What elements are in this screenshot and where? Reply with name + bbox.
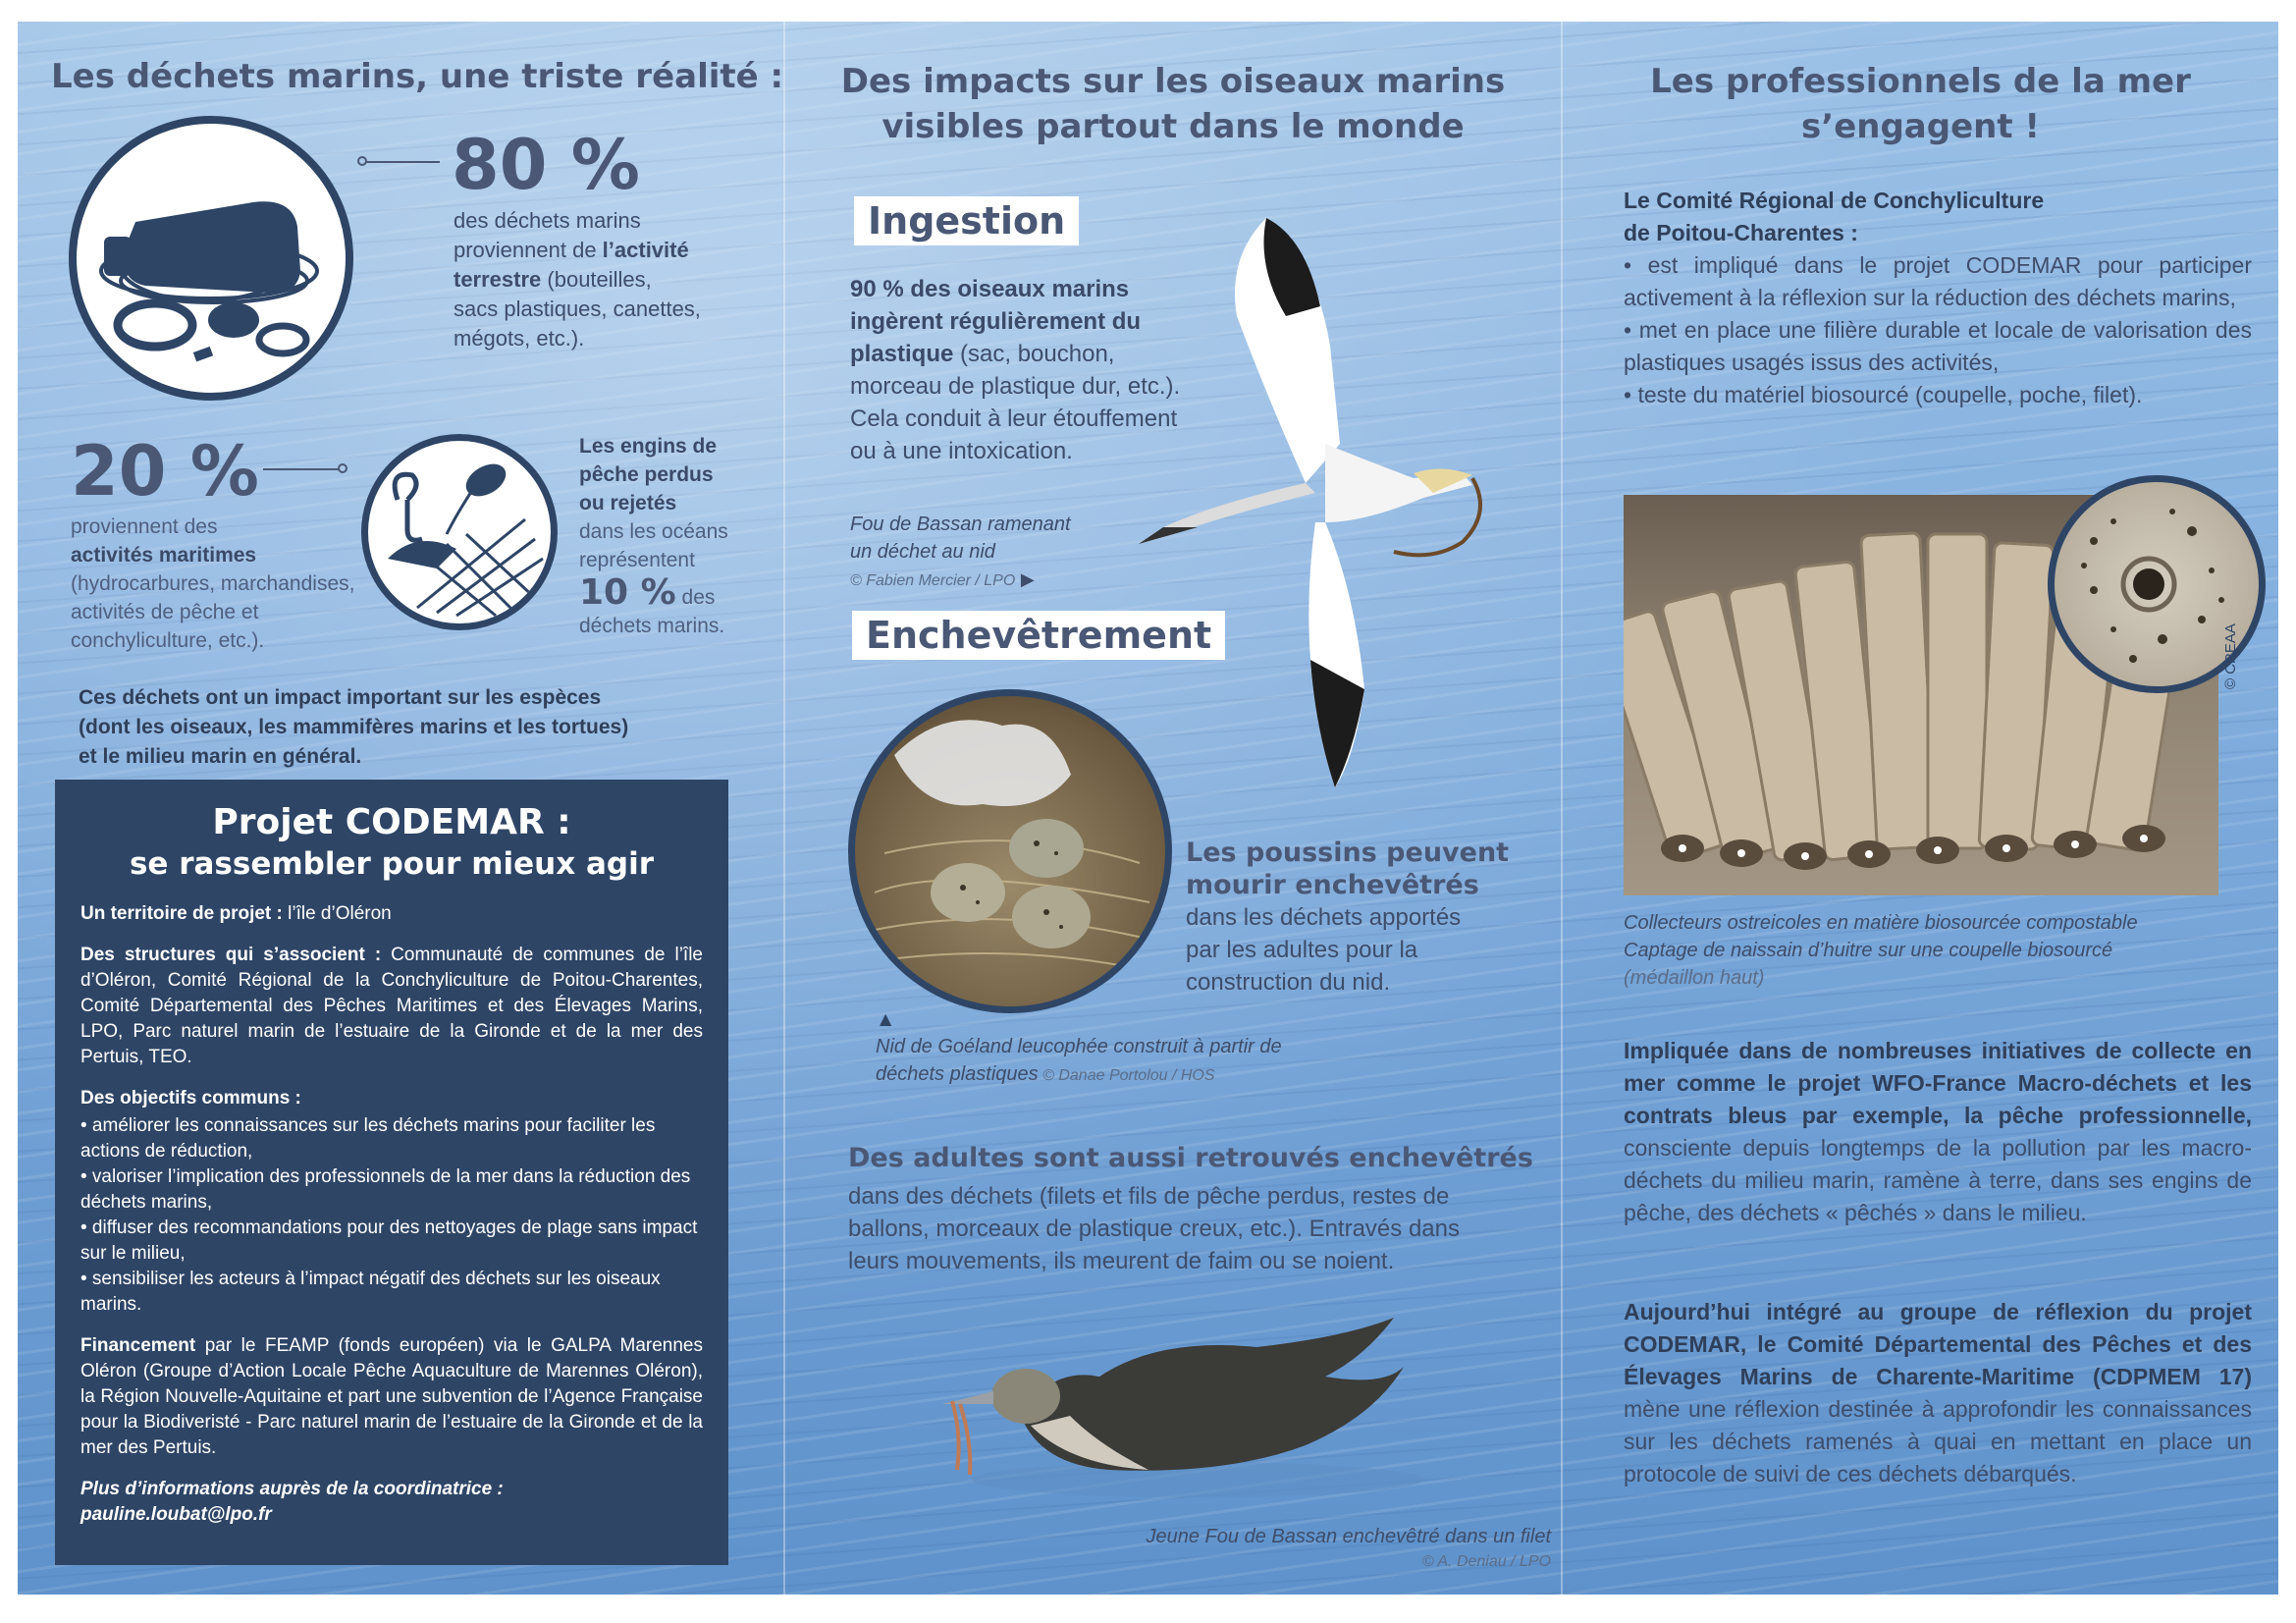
stat-80-bold: terrestre — [454, 267, 542, 292]
impact-line: (dont les oiseaux, les mammifères marins et les tortues) — [79, 716, 629, 738]
connector-line-20 — [263, 468, 342, 470]
stat-80-text: (bouteilles, — [541, 267, 652, 292]
engins-bold: pêche perdus — [579, 463, 714, 486]
crc-bullet: • met en place une filière durable et locale de valorisation des plastiques usagés issus des activités, — [1624, 317, 2252, 375]
panel3-title — [1563, 59, 2278, 149]
nest-eggs-icon — [855, 696, 1165, 1006]
value: Communauté de communes de l’île d’Oléron, Comité Régional de la Conchyliculture de Poitou-Charentes, Comité Départemental des Pêches Maritimes et des Élevages Marins, LPO, Parc naturel marin de l’estuaire de la Gironde et de la mer des Pertuis, TEO. — [80, 945, 703, 1067]
collect-caption-line: Collecteurs ostreicoles en matière biosourcée compostable — [1624, 912, 2138, 934]
engins-text — [579, 432, 775, 640]
collect-caption — [1624, 909, 2252, 992]
codemar-structures — [80, 943, 703, 1070]
stat-20-bold: activités maritimes — [71, 544, 257, 567]
impact-line: Ces déchets ont un impact important sur les espèces — [79, 686, 602, 709]
ingestion-line: morceau de plastique dur, etc.). — [850, 373, 1181, 400]
objectif-item: • valoriser l’implication des professionnels de la mer dans la réduction des déchets marins, — [80, 1166, 691, 1213]
flying-gannet-photo — [1119, 198, 1551, 807]
stat-80-description — [454, 206, 748, 353]
impact-line: et le milieu marin en général. — [79, 745, 362, 768]
nid-caption — [876, 1033, 1282, 1090]
fou-caption-line: Fou de Bassan ramenant — [850, 514, 1071, 535]
stat-20-line: activités de pêche et — [71, 601, 259, 623]
brochure-sheet — [18, 22, 2278, 1595]
poussins-line: par les adultes pour la — [1186, 937, 1418, 963]
adultes-line: ballons, morceaux de plastique creux, etc.). Entravés dans — [848, 1216, 1460, 1242]
stat-20-description — [71, 513, 385, 655]
adultes-title: Des adultes sont aussi retrouvés enchevêtrés — [848, 1143, 1533, 1173]
crc-title: de Poitou-Charentes : — [1624, 220, 1858, 245]
label: Financement — [80, 1335, 196, 1356]
ingestion-text-part: (sac, bouchon, — [953, 341, 1115, 367]
cdpmem-bold: Aujourd’hui intégré au groupe de réflexion du projet CODEMAR, le Comité Départemental des Pêches et des Élevages Marins de Charente-Maritime (CDPMEM 17) — [1624, 1299, 2252, 1389]
peche-pro-paragraph — [1624, 1035, 2252, 1229]
label: Des structures qui s’associent : — [80, 945, 382, 965]
cdpmem-paragraph — [1624, 1296, 2252, 1490]
ingestion-bold: 90 % des oiseaux marins — [850, 276, 1130, 302]
engins-line: représentent — [579, 549, 695, 571]
stat-20-line: proviennent des — [71, 515, 218, 538]
panel-dechets-marins — [18, 22, 783, 1595]
panel2-title-line: visibles partout dans le monde — [881, 107, 1465, 146]
stat-20-value: 20 % — [71, 431, 259, 512]
fou-credit-line — [850, 566, 1071, 595]
fou-credit: © Fabien Mercier / LPO — [850, 572, 1016, 589]
engins-line: déchets marins. — [579, 615, 725, 637]
crc-bullet: • est impliqué dans le projet CODEMAR pour participer activement à la réflexion sur la réduction des déchets marins, — [1624, 252, 2252, 310]
ingestion-line: Cela conduit à leur étouffement — [850, 406, 1178, 432]
stat-20-line: conchyliculture, etc.). — [71, 629, 265, 652]
value: par le FEAMP (fonds européen) via le GALPA Marennes Oléron (Groupe d’Action Locale Pêche Aquaculture de Marennes Oléron), la Région Nouvelle-Aquitaine et part une subvention de l’Agence Française pour la Biodiveristé - Parc naturel marin de l’estuaire de la Gironde et de la mer des Pertuis. — [80, 1335, 703, 1458]
codemar-objectifs-label: Des objectifs communs : — [80, 1088, 301, 1109]
poussins-bold: Les poussins peuvent — [1186, 838, 1510, 868]
panel3-title-line: Les professionnels de la mer — [1650, 62, 2191, 101]
adultes-line: dans des déchets (filets et fils de pêche perdus, restes de — [848, 1183, 1450, 1210]
engins-bold: Les engins de — [579, 435, 718, 458]
stat-20-line: (hydrocarbures, marchandises, — [71, 572, 355, 595]
codemar-box — [55, 780, 728, 1565]
ingestion-bold: ingèrent régulièrement du — [850, 308, 1142, 335]
nid-caption-line — [876, 1060, 1282, 1090]
nid-caption-line: Nid de Goéland leucophée construit à partir de — [876, 1036, 1282, 1057]
stat-80-line: sacs plastiques, canettes, — [454, 297, 701, 321]
arrow-up-icon: ▲ — [880, 1009, 892, 1028]
panel2-title-line: Des impacts sur les oiseaux marins — [840, 62, 1506, 101]
objectif-item: • diffuser des recommandations pour des nettoyages de plage sans impact sur le milieu, — [80, 1217, 698, 1264]
fou-caption — [850, 511, 1071, 595]
stat-80-value: 80 % — [452, 125, 640, 205]
ingestion-tag: Ingestion — [854, 196, 1079, 245]
panel3-title-line: s’engagent ! — [1801, 107, 2040, 146]
poussins-line: dans les déchets apportés — [1186, 904, 1462, 931]
panel1-title: Les déchets marins, une triste réalité : — [51, 57, 784, 96]
arrow-right-icon: ▶ — [1020, 569, 1035, 589]
label: Un territoire de projet : — [80, 903, 283, 924]
stat-80-line — [454, 265, 748, 295]
codemar-contact-label: Plus d’informations auprès de la coordinatrice : — [80, 1479, 504, 1499]
engins-line: des — [675, 586, 716, 609]
collect-caption-line: (médaillon haut) — [1624, 967, 1765, 989]
jeune-credit: © A. Deniau / LPO — [1421, 1553, 1551, 1570]
land-waste-illustration — [69, 116, 353, 401]
codemar-title: Projet CODEMAR : — [212, 802, 571, 842]
crea-credit: © CREAA — [2222, 623, 2239, 689]
codemar-financement — [80, 1333, 703, 1461]
adultes-text — [848, 1180, 1535, 1277]
stat-80-text: proviennent de — [454, 238, 603, 262]
panel2-title — [785, 59, 1561, 149]
ingestion-bold: plastique — [850, 341, 954, 367]
codemar-objectifs-list — [80, 1113, 703, 1318]
poussins-text — [1186, 837, 1539, 999]
stat-10-value: 10 % — [579, 572, 676, 613]
jeune-caption-line: Jeune Fou de Bassan enchevêtré dans un filet — [1146, 1526, 1551, 1547]
adultes-line: leurs mouvements, ils meurent de faim ou se noient. — [848, 1248, 1395, 1274]
panel-professionnels — [1563, 22, 2278, 1595]
connector-dot-80 — [357, 156, 367, 166]
poussins-bold: mourir enchevêtrés — [1186, 870, 1479, 900]
gull-nest-photo — [848, 689, 1172, 1013]
nid-caption-text: déchets plastiques — [876, 1063, 1039, 1085]
fou-caption-line: un déchet au nid — [850, 541, 995, 563]
engins-bold: ou rejetés — [579, 492, 677, 514]
codemar-territoire — [80, 901, 703, 927]
collect-caption-line: Captage de naissain d’huitre sur une coupelle biosourcé — [1624, 940, 2113, 961]
enchevetrement-tag: Enchevêtrement — [852, 611, 1225, 660]
connector-dot-20 — [338, 463, 347, 473]
stat-80-line — [454, 236, 748, 265]
codemar-contact-email[interactable]: pauline.loubat@lpo.fr — [80, 1504, 272, 1525]
crc-title: Le Comité Régional de Conchyliculture — [1624, 188, 2045, 213]
objectif-item: • améliorer les connaissances sur les déchets marins pour faciliter les actions de réduction, — [80, 1115, 656, 1162]
poussins-line: construction du nid. — [1186, 969, 1391, 996]
codemar-subtitle: se rassembler pour mieux agir — [129, 846, 655, 882]
cdpmem-text: mène une réflexion destinée à approfondir les connaissances sur les déchets ramenés à quai en mettant en place un protocole de suivi de ces déchets débarqués. — [1624, 1396, 2252, 1487]
engins-line: dans les océans — [579, 520, 728, 543]
stat-80-bold: l’activité — [602, 238, 689, 262]
peche-pro-text: consciente depuis longtemps de la pollution par les macro-déchets du milieu marin, ramène à terre, dans ses engins de pêche, des déchets « pêchés » dans le milieu. — [1624, 1135, 2252, 1225]
impact-paragraph — [79, 683, 746, 772]
crc-bullet: • teste du matériel biosourcé (coupelle, poche, filet). — [1624, 382, 2143, 407]
value: l’île d’Oléron — [282, 903, 392, 924]
stat-80-line: mégots, etc.). — [454, 326, 585, 351]
ingestion-line: ou à une intoxication. — [850, 438, 1073, 464]
juvenile-gannet-photo — [933, 1298, 1443, 1504]
jeune-caption — [1021, 1524, 1551, 1575]
engins-stat-line — [579, 572, 775, 613]
bottles-bags-icon — [77, 124, 346, 393]
stat-80-line: des déchets marins — [454, 208, 641, 233]
objectif-item: • sensibiliser les acteurs à l’impact négatif des déchets sur les oiseaux marins. — [80, 1269, 661, 1315]
net-hook-icon — [368, 441, 551, 623]
fishing-gear-illustration — [361, 434, 558, 630]
panel-impacts-oiseaux — [785, 22, 1561, 1595]
peche-pro-bold: Impliquée dans de nombreuses initiatives de collecte en mer comme le projet WFO-France Macro-déchets et les contrats bleus par exemple, la pêche professionnelle, — [1624, 1038, 2252, 1128]
crc-block — [1624, 185, 2252, 411]
nid-credit: © Danae Portolou / HOS — [1038, 1067, 1215, 1084]
connector-line-80 — [361, 161, 440, 163]
